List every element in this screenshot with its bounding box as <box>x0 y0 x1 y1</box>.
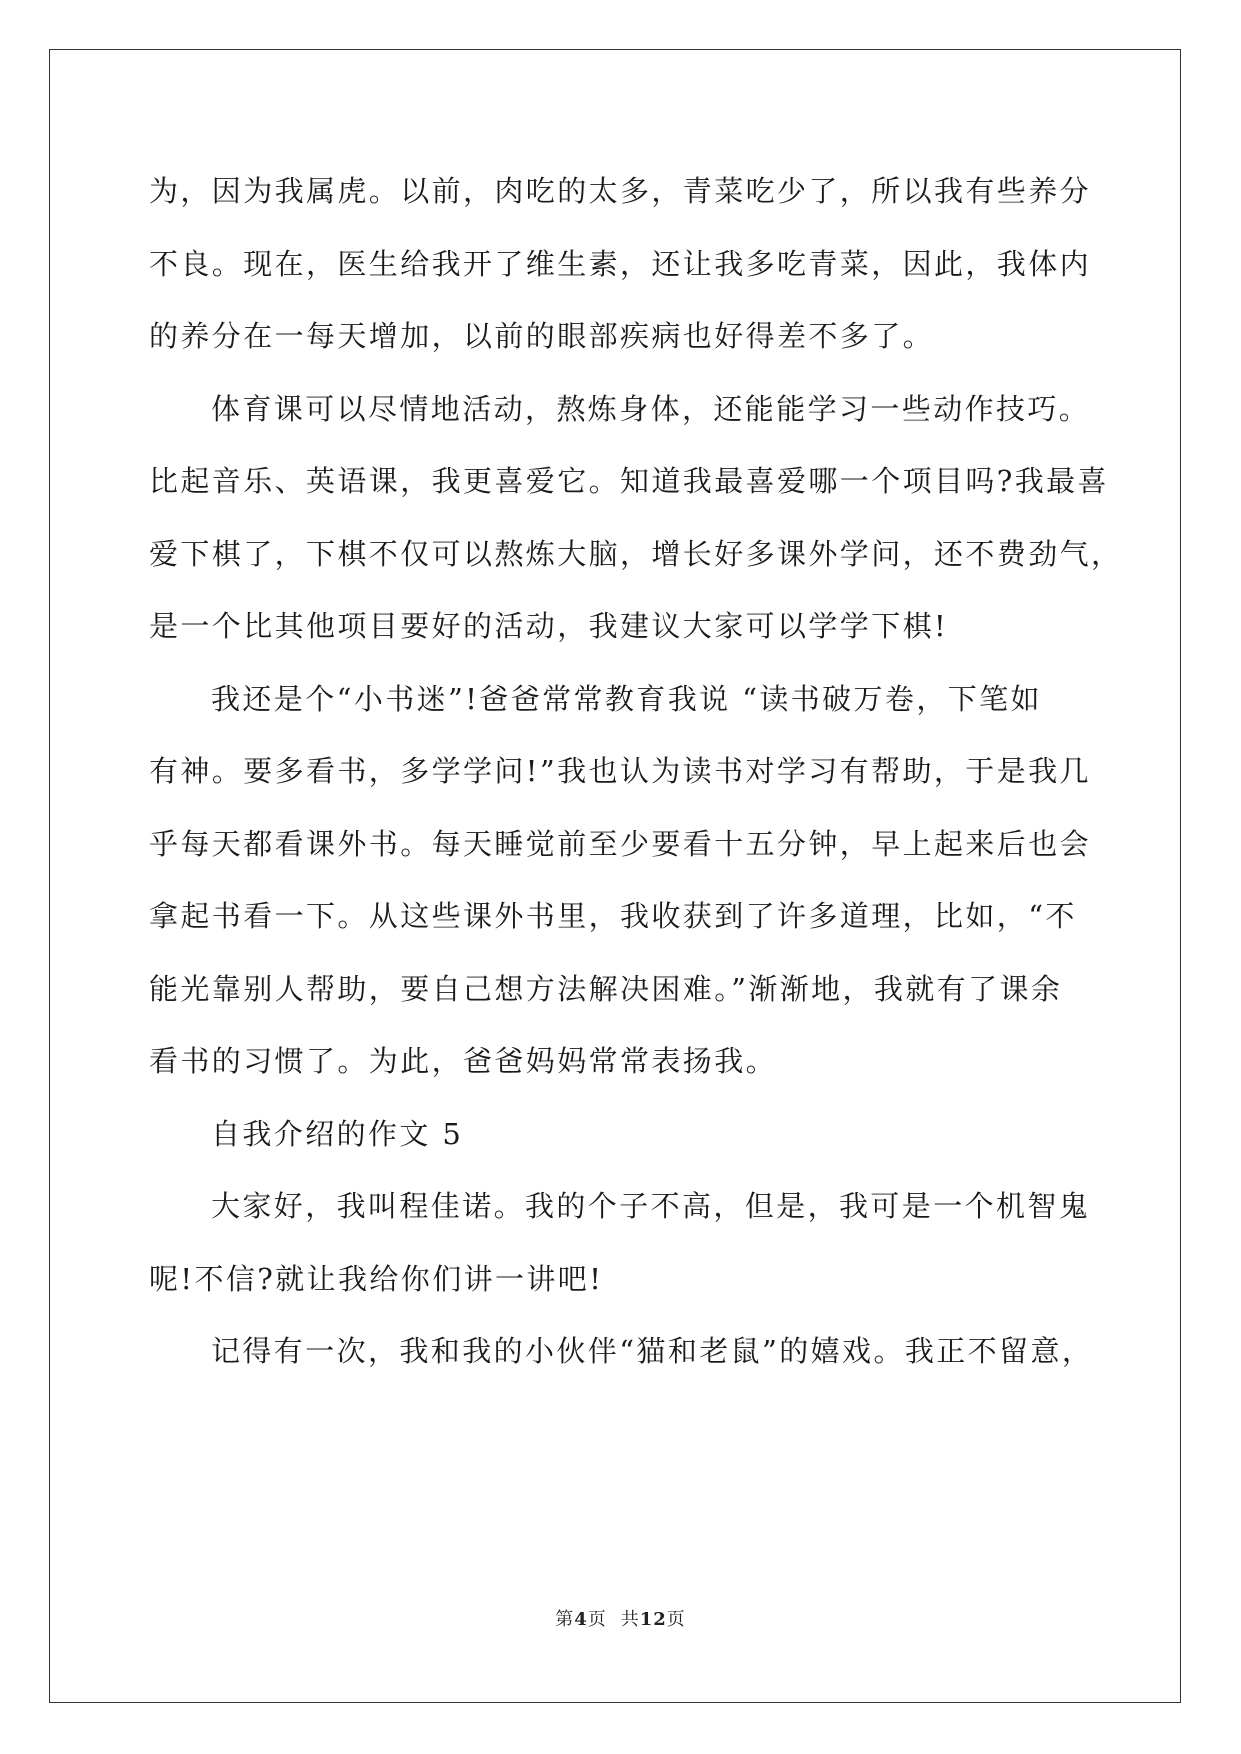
text-line: 的养分在一每天增加，以前的眼部疾病也好得差不多了。 <box>149 319 935 353</box>
page-number-suffix: 页 <box>587 1609 607 1630</box>
total-pages-suffix: 页 <box>666 1609 686 1630</box>
text-line: 为，因为我属虎。以前，肉吃的太多，青菜吃少了，所以我有些养分 <box>149 174 1092 208</box>
text-line: 是一个比其他项目要好的活动，我建议大家可以学学下棋! <box>149 609 949 643</box>
total-pages-prefix: 共 <box>620 1609 640 1630</box>
text-line: 看书的习惯了。为此，爸爸妈妈常常表扬我。 <box>149 1044 778 1078</box>
text-line: 爱下棋了，下棋不仅可以熬炼大脑，增长好多课外学问，还不费劲气， <box>149 536 1123 571</box>
text-line: 能光靠别人帮助，要自己想方法解决困难。”渐渐地，我就有了课余 <box>149 971 1063 1006</box>
text-line: 比起音乐、英语课，我更喜爱它。知道我最喜爱哪一个项目吗?我最喜 <box>149 464 1109 498</box>
paragraph-start-line: 大家好，我叫程佳诺。我的个子不高，但是，我可是一个机智鬼 <box>211 1189 1091 1223</box>
current-page-number: 4 <box>574 1609 588 1630</box>
document-body <box>149 155 1123 1388</box>
text-line: 乎每天都看课外书。每天睡觉前至少要看十五分钟，早上起来后也会 <box>149 826 1092 861</box>
text-line: 不良。现在，医生给我开了维生素，还让我多吃青菜，因此，我体内 <box>149 246 1092 281</box>
page-footer <box>0 1605 1241 1631</box>
text-line: 拿起书看一下。从这些课外书里，我收获到了许多道理，比如，“不 <box>149 899 1077 933</box>
paragraph-start-line: 我还是个“小书迷”!爸爸常常教育我说 “读书破万卷，下笔如 <box>211 681 1042 716</box>
paragraph-start-line: 记得有一次，我和我的小伙伴“猫和老鼠”的嬉戏。我正不留意， <box>211 1334 1094 1368</box>
total-page-count: 12 <box>639 1609 667 1630</box>
section-heading: 自我介绍的作文 5 <box>211 1116 464 1151</box>
text-line: 呢!不信?就让我给你们讲一讲吧! <box>149 1261 604 1296</box>
paragraph-start-line: 体育课可以尽情地活动，熬炼身体，还能能学习一些动作技巧。 <box>211 391 1091 426</box>
text-line: 有神。要多看书，多学学问!”我也认为读书对学习有帮助，于是我几 <box>149 754 1091 788</box>
page-number-prefix: 第 <box>555 1609 575 1630</box>
